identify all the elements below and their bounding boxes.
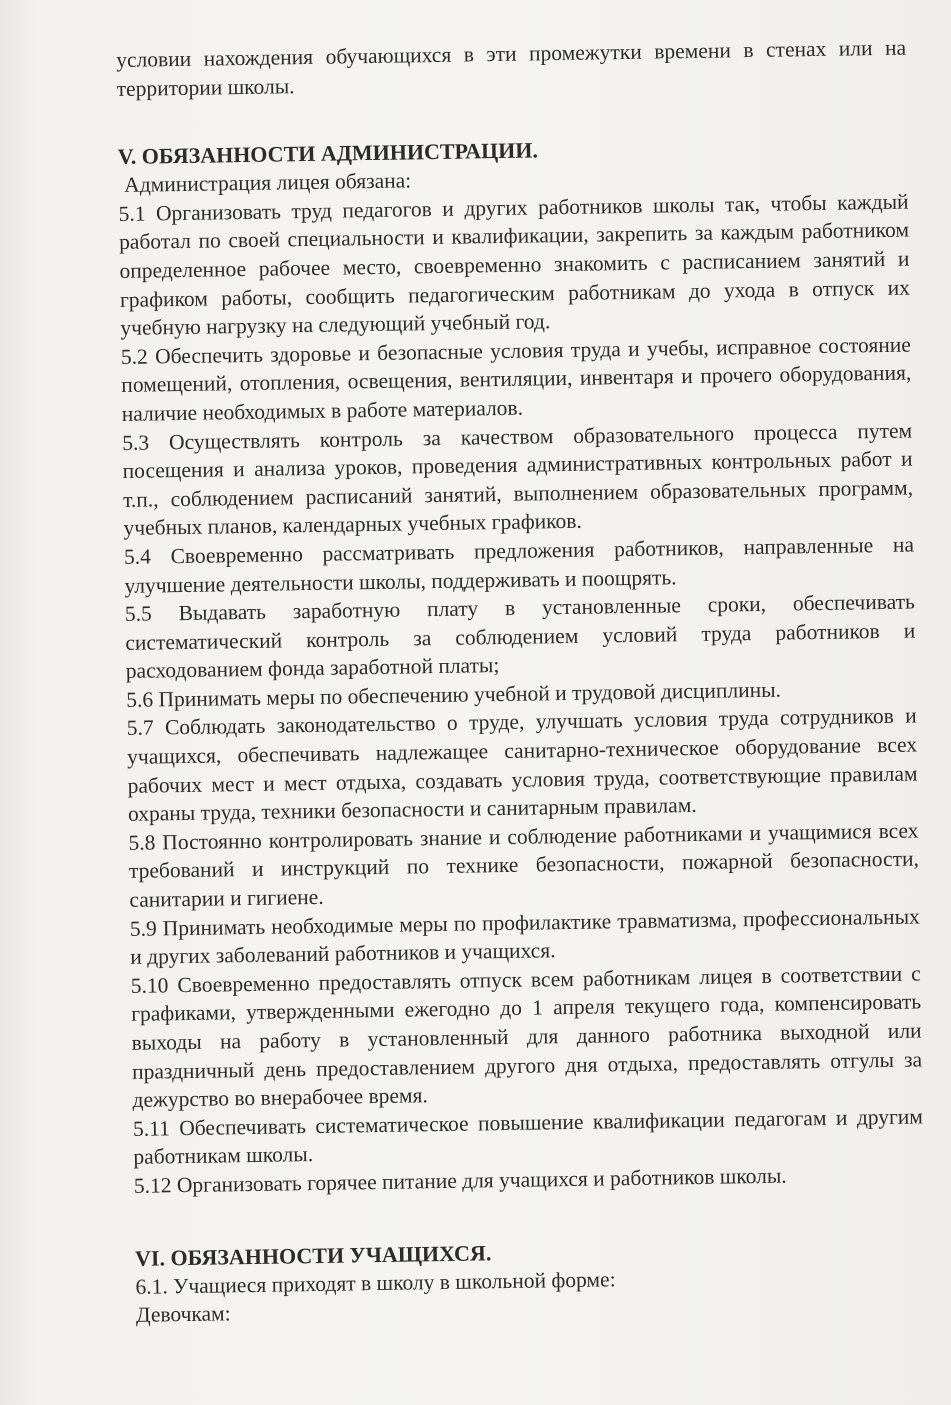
section-6-heading: VI. ОБЯЗАННОСТИ УЧАЩИХСЯ. bbox=[134, 1239, 492, 1271]
section-5-intro: Администрация лицея обязана: bbox=[123, 168, 412, 198]
item-5-11: 5.11 Обеспечивать систематическое повышение квалификации педагогам и другим работникам школы. bbox=[132, 1104, 924, 1170]
item-5-3: 5.3 Осуществлять контроль за качеством образовательного процесса путем посещения и анализа уроков, проведения административных контрольных работ и т.п., соблюдением расписаний занятий, выполнением образовательных программ, учебных планов, календарных учебных графиков. bbox=[122, 418, 914, 541]
item-5-8: 5.8 Постоянно контролировать знание и соблюдение работниками и учащимися всех требований и инструкций по технике безопасности, пожарной безопасности, санитарии и гигиене. bbox=[128, 818, 920, 912]
item-5-10: 5.10 Своевременно предоставлять отпуск всем работникам лицея в соответствии с графиками, утвержденными ежегодно до 1 апреля текущего года, компенсировать выходы на работу в установленный для данного работника выходной или праздничный день предоставлением другого дня отдыха, предоставлять отгулы за дежурство во внерабочее время. bbox=[130, 961, 923, 1113]
item-5-2: 5.2 Обеспечить здоровье и безопасные условия труда и учебы, исправное состояние помещений, отопления, освещения, вентиляции, инвентаря и прочего оборудования, наличие необходимых в работе материалов. bbox=[120, 332, 912, 426]
girls-subheading: Девочкам: bbox=[135, 1301, 231, 1327]
item-5-1: 5.1 Организовать труд педагогов и других работников школы так, чтобы каждый работал по своей специальности и квалификации, закрепить за каждым работником определенное рабочее место, своевременно знакомить с расписанием занятий и графиком работы, сообщить педагогическим работникам до ухода в отпуск их учебную нагрузку на следующий учебный год. bbox=[118, 189, 911, 341]
item-5-9: 5.9 Принимать необходимые меры по профилактике травматизма, профессиональных и других заболеваний работников и учащихся. bbox=[129, 904, 920, 970]
item-5-4: 5.4 Своевременно рассматривать предложения работников, направленные на улучшение деятельности школы, поддерживать и поощрять. bbox=[123, 532, 915, 598]
item-5-12: 5.12 Организовать горячее питание для учащихся и работников школы. bbox=[133, 1163, 787, 1198]
intro-paragraph: условии нахождения обучающихся в эти промежутки времени в стенах или на территории школы. bbox=[116, 35, 907, 101]
item-5-6: 5.6 Принимать меры по обеспечению учебной и трудовой дисциплины. bbox=[126, 677, 782, 712]
item-5-7: 5.7 Соблюдать законодательство о труде, улучшать условия труда сотрудников и учащихся, обеспечивать надлежащее санитарно-техническое оборудование всех рабочих мест и мест отдыха, создавать условия труда, соответствующие правилам охраны труда, техники безопасности и санитарным правилам. bbox=[126, 703, 918, 827]
section-5-heading: V. ОБЯЗАННОСТИ АДМИНИСТРАЦИИ. bbox=[117, 137, 539, 170]
document-body bbox=[116, 34, 926, 1330]
item-6-1: 6.1. Учащиеся приходят в школу в школьной форме: bbox=[135, 1266, 616, 1299]
item-5-5: 5.5 Выдавать заработную плату в установленные сроки, обеспечивать систематический контроль за соблюдением условий труда работников и расходованием фонда заработной платы; bbox=[124, 589, 916, 684]
